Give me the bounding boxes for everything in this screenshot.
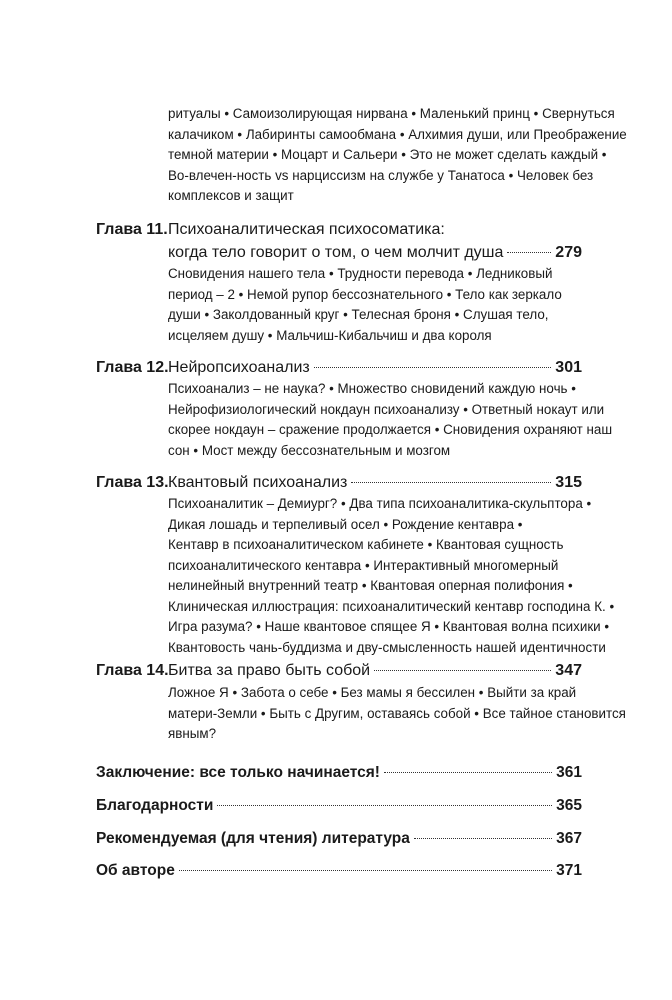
page-number: 301: [555, 359, 582, 376]
chapter-label: Глава 12.: [96, 359, 169, 376]
topic-line: Ложное Я • Забота о себе • Без мамы я бессилен • Выйти за край: [168, 685, 577, 700]
chapter-12-heading[interactable]: [96, 357, 582, 379]
chapter-label: Глава 13.: [96, 474, 169, 491]
topic-line: Во-влечен-ность vs нарциссизм на службе у Танатоса • Человек без: [168, 167, 594, 183]
toc-entry-about-author[interactable]: [96, 860, 582, 882]
toc-entry-conclusion[interactable]: [96, 762, 582, 784]
entry-title: Заключение: все только начинается!: [96, 764, 380, 781]
topic-line: матери-Земли • Быть с Другим, оставаясь собой • Все тайное становится: [168, 705, 626, 721]
topic-line: Клиническая иллюстрация: психоаналитический кентавр господина К. •: [168, 598, 615, 614]
topic-line: скорее нокдаун – сражение продолжается • Сновидения охраняют наш: [168, 422, 613, 437]
chapter-14-topics: [168, 683, 626, 745]
entry-title: Об авторе: [96, 862, 175, 879]
chapter-title: Битва за право быть собой: [168, 662, 371, 679]
intro-topics: [168, 104, 627, 207]
chapter-13-topics: [168, 494, 615, 658]
leader-dots: [351, 482, 551, 483]
chapter-label: Глава 14.: [96, 662, 169, 679]
page-number: 315: [555, 474, 582, 491]
leader-dots: [314, 367, 552, 368]
leader-dots: [507, 252, 551, 253]
topic-line: ритуалы • Самоизолирующая нирвана • Маленький принц • Свернуться: [168, 106, 615, 121]
chapter-title: Квантовый психоанализ: [168, 474, 348, 491]
leader-dots: [179, 870, 552, 871]
topic-line: калачиком • Лабиринты самообмана • Алхимия души, или Преображение: [168, 126, 627, 142]
page-number: 371: [556, 862, 582, 879]
topic-line: явным?: [168, 726, 217, 741]
topic-line: период – 2 • Немой рупор бессознательного • Тело как зеркало: [168, 286, 562, 302]
page-number: 361: [556, 764, 582, 781]
toc-entry-acknowledgements[interactable]: [96, 795, 582, 817]
leader-dots: [217, 805, 552, 806]
topic-line: души • Заколдованный круг • Телесная броня • Слушая тело,: [168, 307, 549, 322]
page-number: 365: [556, 797, 582, 814]
topic-line: Нейрофизиологический нокдаун психоанализу • Ответный нокаут или: [168, 401, 605, 417]
topic-line: Психоанализ – не наука? • Множество сновидений каждую ночь •: [168, 381, 576, 396]
entry-title: Рекомендуемая (для чтения) литература: [96, 830, 410, 847]
chapter-label: Глава 11.: [96, 221, 168, 238]
topic-line: Дикая лошадь и терпеливый осел • Рождение кентавра •: [168, 516, 523, 532]
leader-dots: [414, 838, 552, 839]
chapter-11-topics: [168, 264, 578, 346]
chapter-title: Нейропсихоанализ: [168, 359, 310, 376]
topic-line: нелинейный внутренний театр • Квантовая оперная полифония •: [168, 578, 573, 593]
entry-title: Благодарности: [96, 797, 214, 814]
chapter-11-heading[interactable]: [96, 219, 582, 241]
topic-line: Сновидения нашего тела • Трудности перевода • Ледниковый: [168, 266, 553, 281]
toc-entry-literature[interactable]: [96, 828, 582, 850]
leader-dots: [374, 670, 551, 671]
chapter-12-topics: [168, 379, 613, 461]
topic-line: сон • Мост между бессознательным и мозгом: [168, 442, 451, 458]
topic-line: исцеляем душу • Мальчиш-Кибальчиш и два короля: [168, 327, 492, 343]
page-number: 347: [555, 662, 582, 679]
page-number: 367: [556, 830, 582, 847]
chapter-13-heading[interactable]: [96, 472, 582, 494]
leader-dots: [384, 772, 552, 773]
chapter-title: когда тело говорит о том, о чем молчит душа: [168, 244, 504, 261]
topic-line: Кентавр в психоаналитическом кабинете • Квантовая сущность: [168, 537, 564, 552]
chapter-title: Психоаналитическая психосоматика:: [168, 221, 445, 238]
topic-line: комплексов и защит: [168, 188, 294, 203]
chapter-11-title-cont[interactable]: [168, 242, 582, 264]
topic-line: Психоаналитик – Демиург? • Два типа психоаналитика-скульптора •: [168, 496, 592, 511]
topic-line: психоаналитического кентавра • Интерактивный многомерный: [168, 557, 559, 573]
topic-line: темной материи • Моцарт и Сальери • Это не может сделать каждый •: [168, 147, 607, 162]
chapter-14-heading[interactable]: [96, 660, 582, 682]
topic-line: Квантовость чань-буддизма и дву-смысленность нашей идентичности: [168, 639, 606, 655]
page-number: 279: [555, 244, 582, 261]
topic-line: Игра разума? • Наше квантовое спящее Я • Квантовая волна психики •: [168, 619, 610, 634]
